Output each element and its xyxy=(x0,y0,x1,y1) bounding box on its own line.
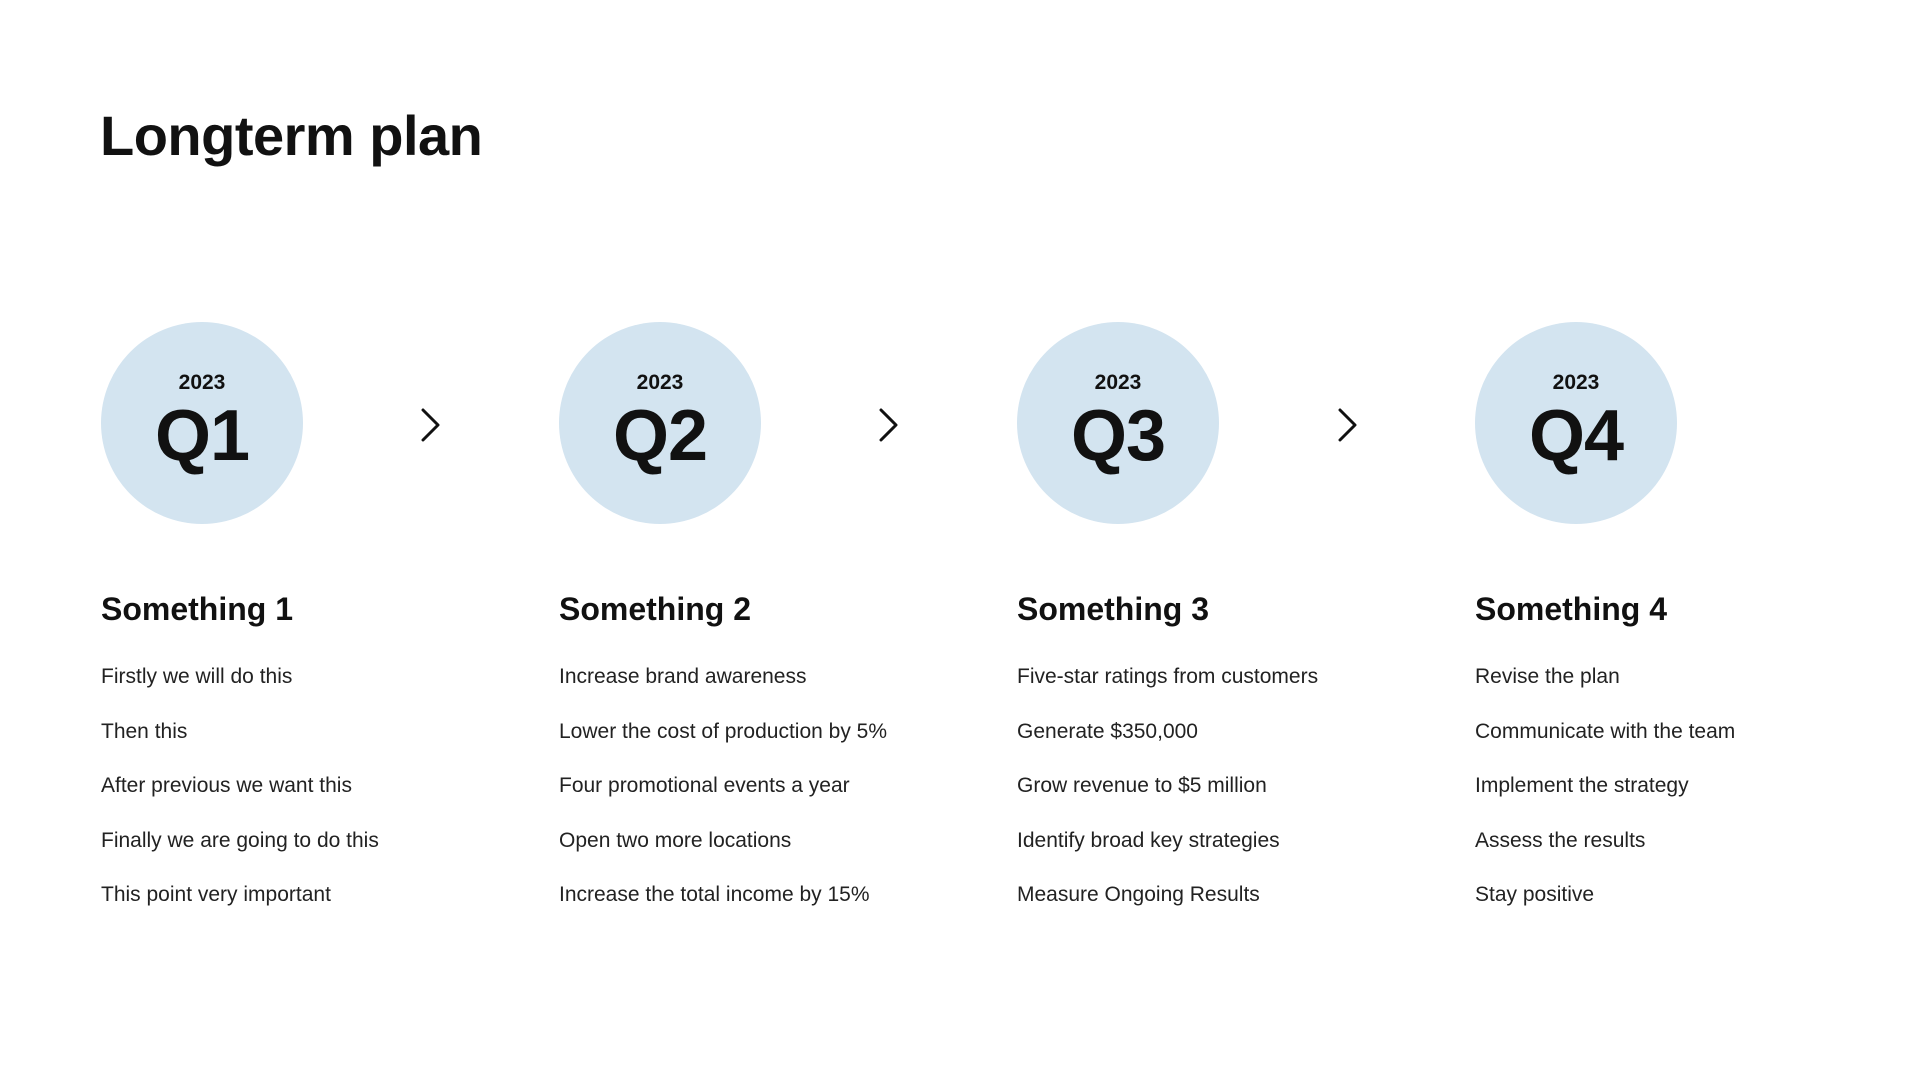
quarter-item-list xyxy=(1475,665,1735,938)
list-item: Stay positive xyxy=(1475,883,1595,906)
quarter-heading: Something 3 xyxy=(1017,591,1210,627)
list-item: Increase brand awareness xyxy=(559,665,807,688)
list-item: Identify broad key strategies xyxy=(1017,828,1280,852)
quarter-year: 2023 xyxy=(178,371,226,394)
list-item: Open two more locations xyxy=(559,828,792,852)
quarter-heading: Something 2 xyxy=(559,591,752,627)
list-item: Firstly we will do this xyxy=(101,665,293,688)
quarter-year: 2023 xyxy=(636,371,684,394)
quarter-badge xyxy=(1017,322,1219,524)
list-item: Increase the total income by 15% xyxy=(559,883,870,906)
quarter-column-q3 xyxy=(1017,322,1457,906)
list-item: Measure Ongoing Results xyxy=(1017,883,1260,906)
quarter-heading: Something 1 xyxy=(101,591,294,627)
list-item: Five-star ratings from customers xyxy=(1017,665,1319,688)
quarter-badge xyxy=(1475,322,1677,524)
list-item: After previous we want this xyxy=(101,774,352,797)
list-item: Assess the results xyxy=(1475,828,1646,852)
quarter-column-q2 xyxy=(559,322,999,906)
chevron-right-icon xyxy=(1337,408,1359,442)
chevron-right-icon xyxy=(420,408,442,442)
quarter-year: 2023 xyxy=(1094,371,1142,394)
list-item: Lower the cost of production by 5% xyxy=(559,719,888,743)
quarter-heading: Something 4 xyxy=(1475,591,1668,627)
quarter-label: Q3 xyxy=(1070,396,1166,476)
quarter-item-list xyxy=(1017,665,1318,938)
list-item: Finally we are going to do this xyxy=(101,828,379,852)
quarter-item-list xyxy=(101,665,379,938)
list-item: This point very important xyxy=(101,883,331,906)
slide-title: Longterm plan xyxy=(100,104,483,167)
quarter-column-q4 xyxy=(1475,322,1915,906)
quarter-badge xyxy=(101,322,303,524)
quarter-year: 2023 xyxy=(1552,371,1600,394)
list-item: Grow revenue to $5 million xyxy=(1017,774,1267,797)
list-item: Communicate with the team xyxy=(1475,719,1736,743)
chevron-right-icon xyxy=(878,408,900,442)
list-item: Revise the plan xyxy=(1475,665,1620,688)
quarter-label: Q1 xyxy=(154,396,250,476)
list-item: Generate $350,000 xyxy=(1017,719,1198,743)
quarter-column-q1 xyxy=(101,322,541,906)
quarter-label: Q4 xyxy=(1528,396,1624,476)
quarter-label: Q2 xyxy=(612,396,708,476)
quarter-badge xyxy=(559,322,761,524)
quarter-item-list xyxy=(559,665,887,938)
list-item: Implement the strategy xyxy=(1475,774,1689,797)
list-item: Then this xyxy=(101,719,188,743)
list-item: Four promotional events a year xyxy=(559,774,850,797)
